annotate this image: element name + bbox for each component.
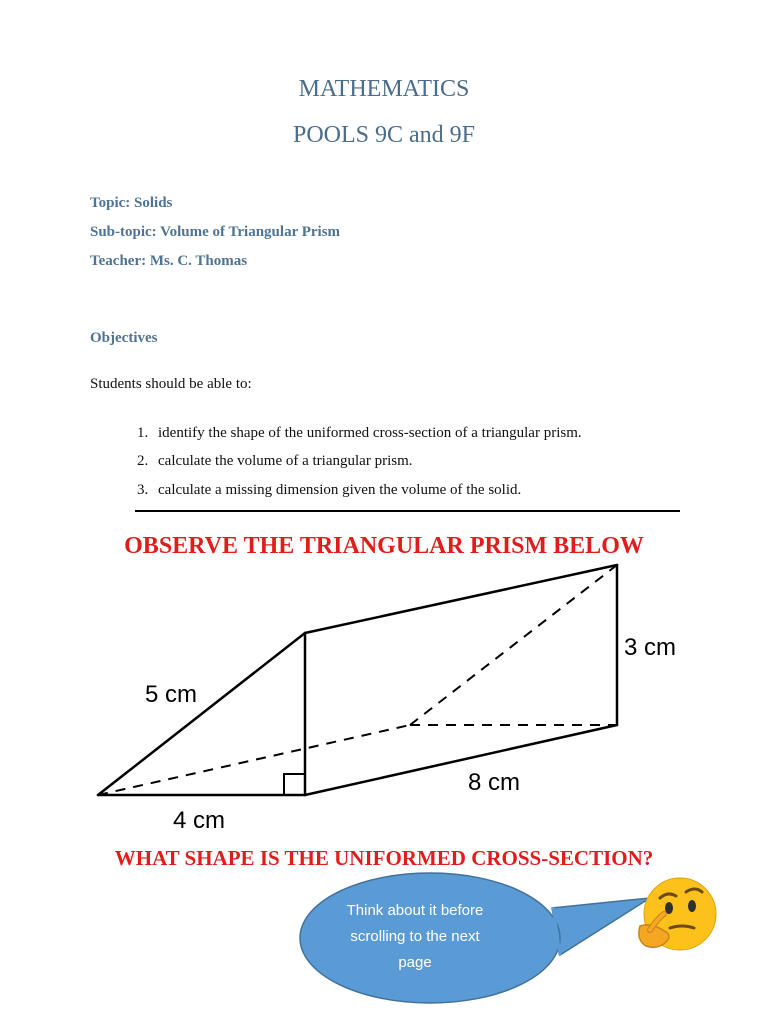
label-hypotenuse: 5 cm	[145, 681, 198, 708]
topic-line: Topic: Solids	[90, 195, 173, 211]
observe-heading: OBSERVE THE TRIANGULAR PRISM BELOW	[124, 533, 644, 559]
subject-title: MATHEMATICS	[298, 76, 470, 102]
bubble-line: scrolling to the next	[350, 928, 480, 945]
objective-number: 2.	[137, 453, 149, 469]
teacher-line: Teacher: Ms. C. Thomas	[90, 253, 248, 269]
objective-number: 1.	[137, 425, 149, 441]
label-base: 4 cm	[173, 807, 226, 834]
objective-text: identify the shape of the uniformed cross-section of a triangular prism.	[158, 425, 582, 441]
thinking-face-icon	[632, 874, 720, 954]
objective-number: 3.	[137, 482, 149, 498]
objectives-intro: Students should be able to:	[90, 376, 252, 392]
subtopic-line: Sub-topic: Volume of Triangular Prism	[90, 224, 341, 240]
bubble-text	[340, 898, 490, 976]
bubble-line: Think about it before	[346, 902, 484, 919]
label-length: 8 cm	[468, 769, 521, 796]
objective-text: calculate the volume of a triangular prism.	[158, 453, 413, 469]
bubble-line: page	[398, 954, 432, 971]
objective-text: calculate a missing dimension given the volume of the solid.	[158, 482, 522, 498]
question-heading: WHAT SHAPE IS THE UNIFORMED CROSS-SECTION?	[114, 846, 654, 870]
objectives-heading: Objectives	[90, 330, 158, 346]
pools-title: POOLS 9C and 9F	[292, 122, 476, 148]
label-height: 3 cm	[624, 634, 677, 661]
